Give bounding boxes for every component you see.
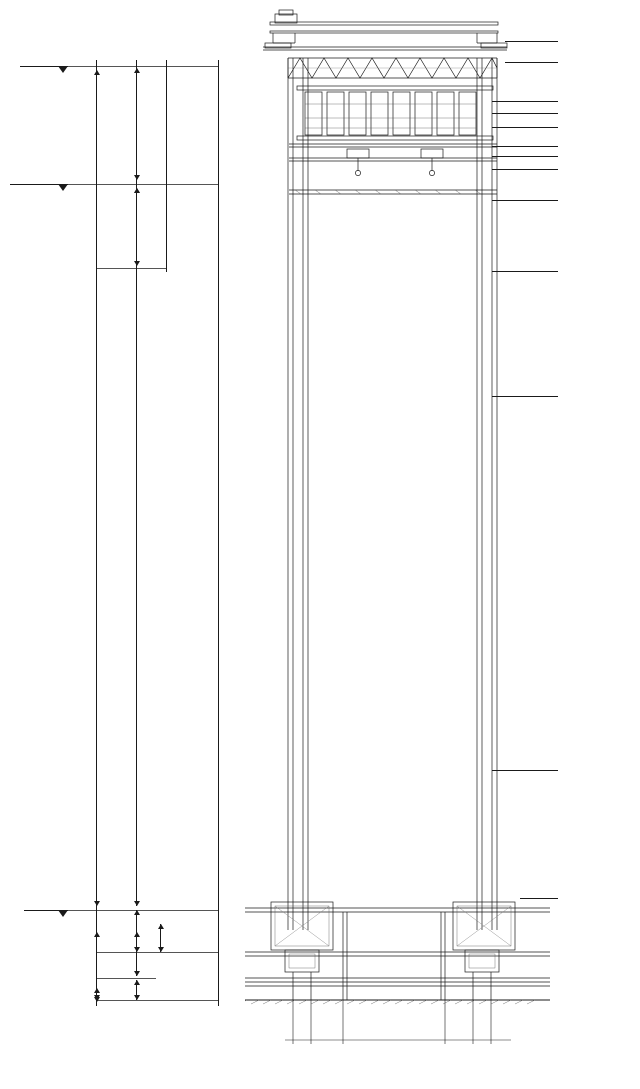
lifting-drive-left <box>271 902 333 1000</box>
ext-line-1 <box>68 66 218 67</box>
bottom-dimension-chain <box>285 1000 511 1044</box>
floor-operation-platform <box>289 190 497 194</box>
level-marker-0000 <box>58 910 68 917</box>
podium-and-ground <box>245 908 550 1004</box>
steel-platform-truss <box>288 58 497 78</box>
dim-16800-bar <box>136 68 137 180</box>
ext-line-3 <box>96 268 166 269</box>
rail-beam-and-trolleys <box>289 144 497 176</box>
leader-first-horizontal-brace <box>492 271 558 272</box>
dim-86800-bar <box>136 188 137 906</box>
leader-double-rail-beam <box>492 156 558 157</box>
leader-outer-horizontal-brace <box>492 146 558 147</box>
leader-lifting-drive <box>520 898 558 899</box>
leader-gantry-rail-beam <box>505 62 558 63</box>
left-mast-column <box>288 58 308 930</box>
dim-1200-bar <box>160 924 161 952</box>
ext-line-5 <box>96 952 218 953</box>
leader-horizontal-brace-typ <box>492 396 558 397</box>
dim-3900-bar <box>136 932 137 976</box>
dim-chain-d <box>218 60 219 1006</box>
leader-inner-formwork <box>492 101 558 102</box>
level-marker-114800 <box>58 66 68 73</box>
gantry-crane-group <box>263 10 507 50</box>
ext-line-6 <box>96 978 156 979</box>
ext-line-2 <box>68 184 218 185</box>
dim-chain-c <box>166 60 167 272</box>
dim-200-bar <box>96 988 97 1002</box>
ext-line-7 <box>96 1000 218 1001</box>
elevation-dimension-zone <box>0 0 245 1089</box>
lifting-drive-right <box>453 902 515 1000</box>
leader-gantry-crane <box>505 41 558 42</box>
leader-outer-formwork <box>492 127 558 128</box>
dim-99400-bar <box>96 70 97 906</box>
right-mast-column <box>477 58 497 930</box>
leader-two-cranes <box>492 169 558 170</box>
ext-line-4 <box>68 910 218 911</box>
tower-section-drawing <box>245 0 550 1089</box>
formwork-assembly <box>297 86 493 140</box>
leader-wall-concrete-platform <box>492 113 558 114</box>
leader-floor-concrete-platform <box>492 200 558 201</box>
dim-3600-bar <box>136 980 137 1000</box>
level-marker-98000 <box>58 184 68 191</box>
leader-horizontal-brace-2 <box>492 770 558 771</box>
